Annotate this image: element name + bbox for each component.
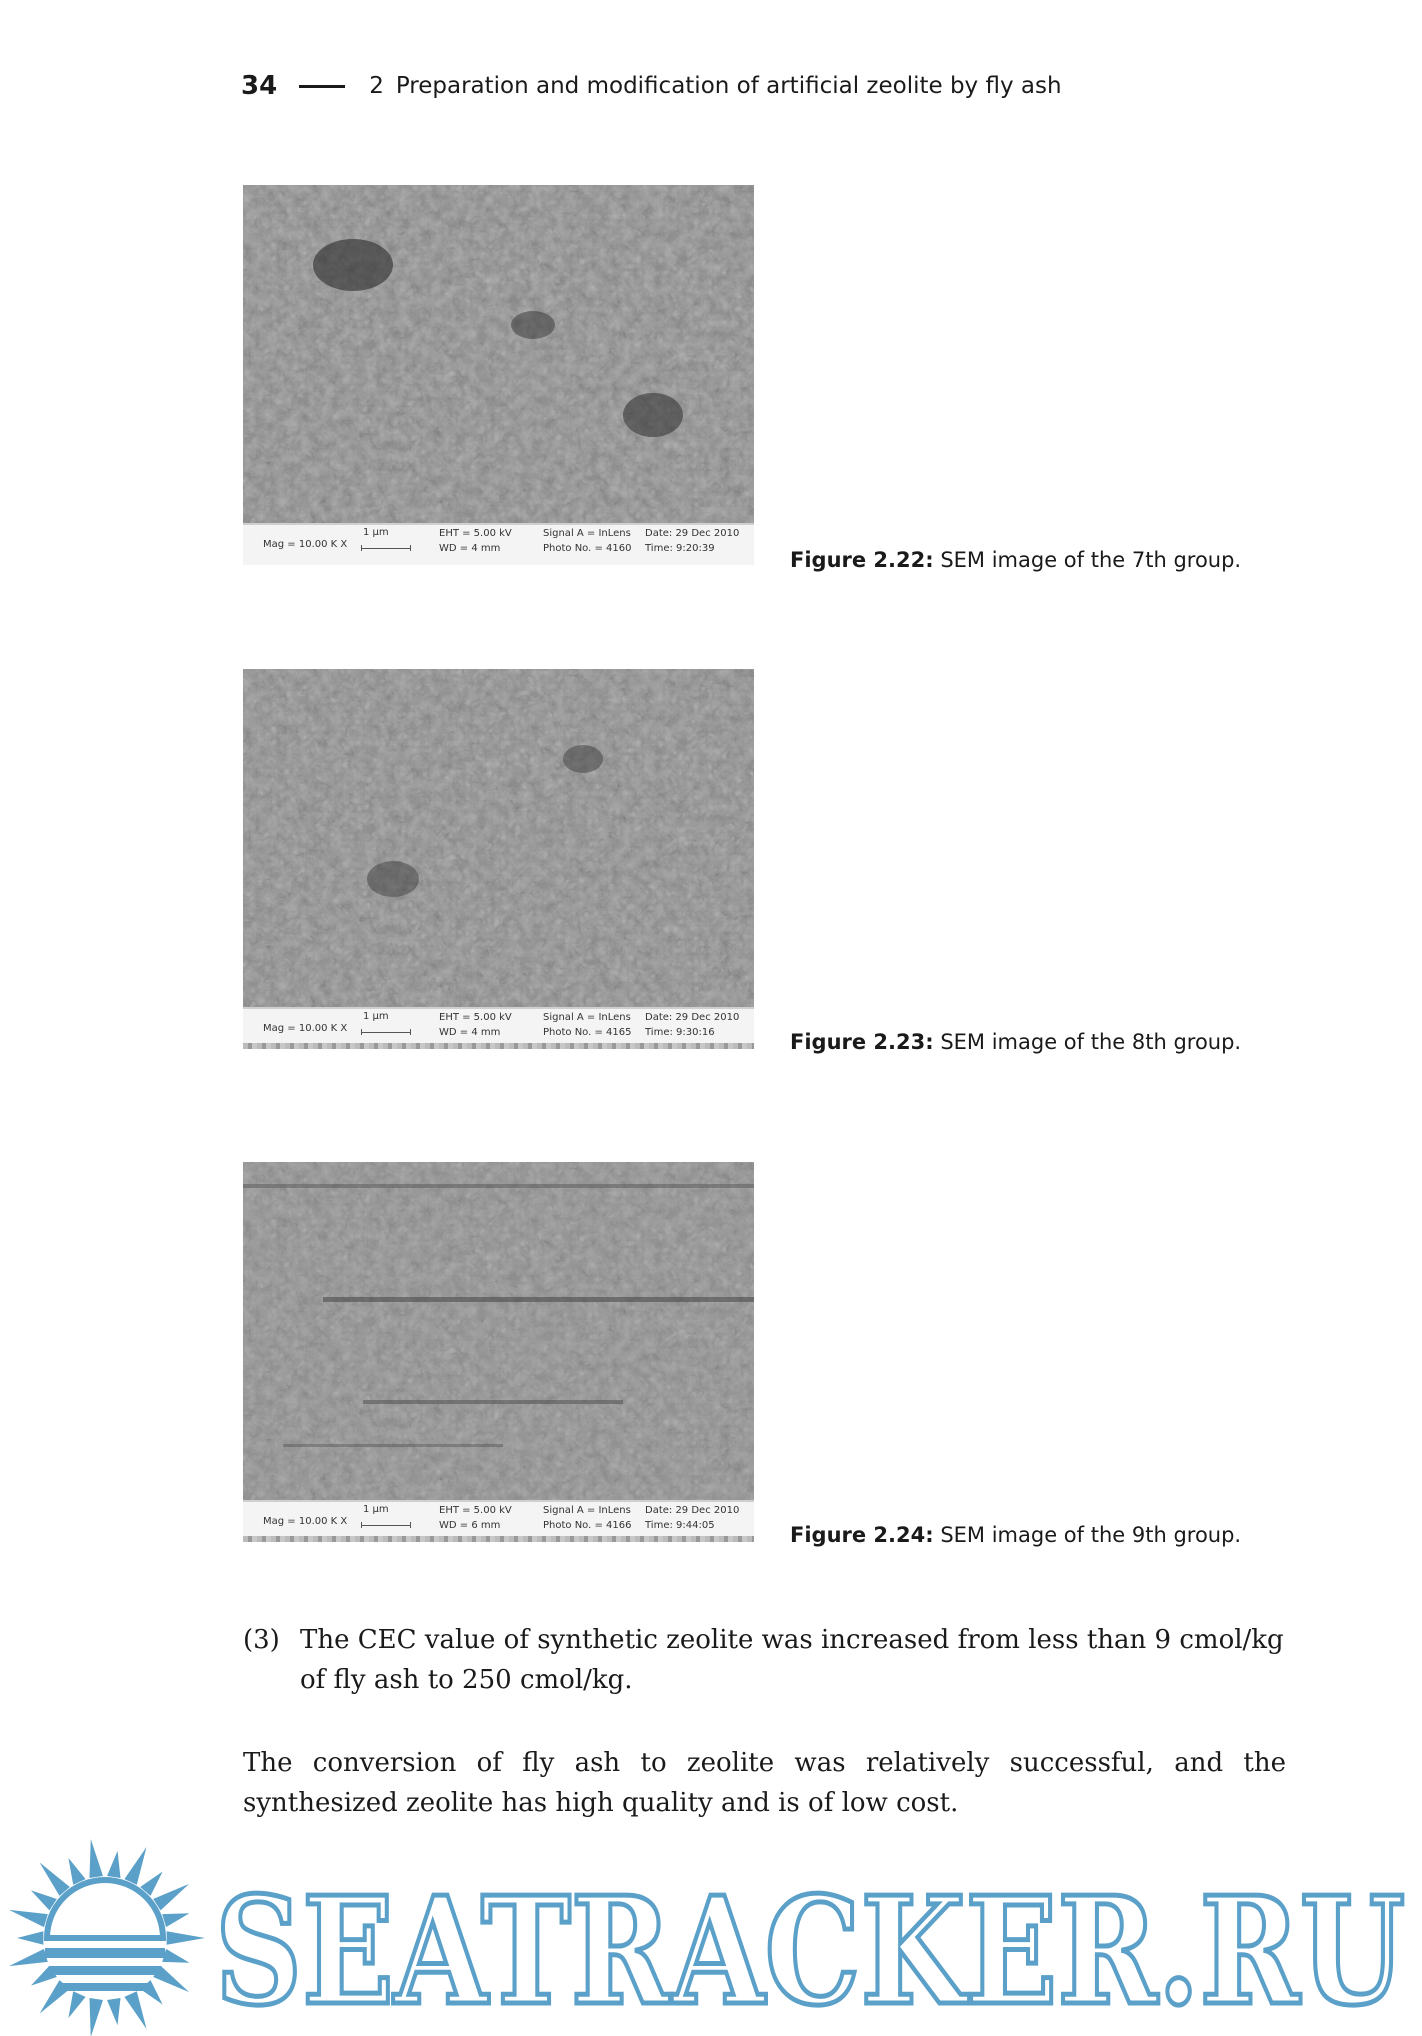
sem-micrograph [243, 185, 754, 523]
figure-2-24 [243, 1162, 754, 1542]
body-paragraph: The conversion of fly ash to zeolite was relatively successful, and the synthesized zeolite has high quality and is of low cost. [243, 1748, 1286, 1818]
list-text: The CEC value of synthetic zeolite was increased from less than 9 cmol/kg of fly ash to 250 cmol/kg. [300, 1625, 1284, 1695]
sem-mag: Mag = 10.00 K X [263, 1516, 348, 1527]
numbered-list-item [243, 1620, 1286, 1700]
sem-wd: WD = 4 mm [439, 543, 501, 554]
caption-text: SEM image of the 9th group. [933, 1523, 1242, 1547]
sun-ray [153, 1884, 189, 1910]
sem-signal: Signal A = InLens [543, 528, 631, 539]
running-header [241, 66, 1062, 106]
watermark-text: SEATRACKER.RU [215, 1864, 1405, 2036]
sem-mag: Mag = 10.00 K X [263, 1023, 348, 1034]
sun-icon [9, 1839, 205, 2036]
image-edge-stripe [243, 1536, 754, 1542]
sem-eht: EHT = 5.00 kV [439, 1012, 512, 1023]
list-number: (3) [243, 1625, 280, 1655]
sun-ray [89, 1998, 102, 2036]
caption-label: Figure 2.24: [790, 1523, 934, 1547]
sun-ray [9, 1910, 48, 1927]
sun-ray [68, 1858, 85, 1885]
sem-mag: Mag = 10.00 K X [263, 539, 348, 550]
caption-text: SEM image of the 7th group. [933, 548, 1242, 572]
image-edge-stripe [243, 1043, 754, 1049]
sem-micrograph [243, 669, 754, 1007]
sem-signal: Signal A = InLens [543, 1505, 631, 1516]
sem-eht: EHT = 5.00 kV [439, 1505, 512, 1516]
caption-label: Figure 2.23: [790, 1030, 934, 1054]
sem-micrograph [243, 1162, 754, 1500]
sem-date: Date: 29 Dec 2010 [645, 1012, 740, 1023]
sem-info-bar [243, 523, 754, 565]
sem-photo: Photo No. = 4160 [543, 543, 632, 554]
chapter-title: Preparation and modification of artificial zeolite by fly ash [395, 73, 1062, 99]
sun-ray [162, 1949, 189, 1963]
caption-text: SEM image of the 8th group. [933, 1030, 1242, 1054]
sem-image [243, 185, 754, 565]
sun-ray [167, 1931, 205, 1945]
scale-bar [361, 1029, 411, 1035]
scale-bar [361, 545, 411, 551]
figure-caption [790, 548, 1241, 572]
sun-ray [89, 1839, 102, 1878]
sem-wd: WD = 4 mm [439, 1027, 501, 1038]
sem-time: Time: 9:20:39 [645, 543, 715, 554]
sun-ray [107, 1998, 120, 2025]
sun-ray [124, 1847, 146, 1885]
sem-photo: Photo No. = 4165 [543, 1027, 632, 1038]
scale-bar [361, 1522, 411, 1528]
sem-time: Time: 9:44:05 [645, 1520, 715, 1531]
page-number: 34 [241, 71, 278, 101]
sem-image [243, 1162, 754, 1542]
sun-ray [17, 1931, 43, 1945]
sem-time: Time: 9:30:16 [645, 1027, 715, 1038]
sun-ray [107, 1851, 120, 1878]
sem-image [243, 669, 754, 1049]
sun-ray [68, 1991, 85, 2018]
sun-ray [40, 1862, 70, 1895]
sem-signal: Signal A = InLens [543, 1012, 631, 1023]
sun-ray [162, 1913, 189, 1927]
figure-caption [790, 1030, 1241, 1054]
figure-2-23 [243, 669, 754, 1049]
sem-wd: WD = 6 mm [439, 1520, 501, 1531]
figure-2-22 [243, 185, 754, 565]
sem-scale: 1 μm [363, 527, 389, 538]
caption-label: Figure 2.22: [790, 548, 934, 572]
sun-ray [9, 1949, 48, 1966]
watermark-logo [0, 1820, 1422, 2036]
chapter-number: 2 [369, 73, 384, 99]
sem-date: Date: 29 Dec 2010 [645, 1505, 740, 1516]
figure-caption [790, 1523, 1241, 1547]
sem-date: Date: 29 Dec 2010 [645, 528, 740, 539]
header-rule [299, 85, 345, 88]
sem-scale: 1 μm [363, 1504, 389, 1515]
sem-photo: Photo No. = 4166 [543, 1520, 632, 1531]
sem-scale: 1 μm [363, 1011, 389, 1022]
sun-ray [124, 1991, 146, 2029]
sem-eht: EHT = 5.00 kV [439, 528, 512, 539]
